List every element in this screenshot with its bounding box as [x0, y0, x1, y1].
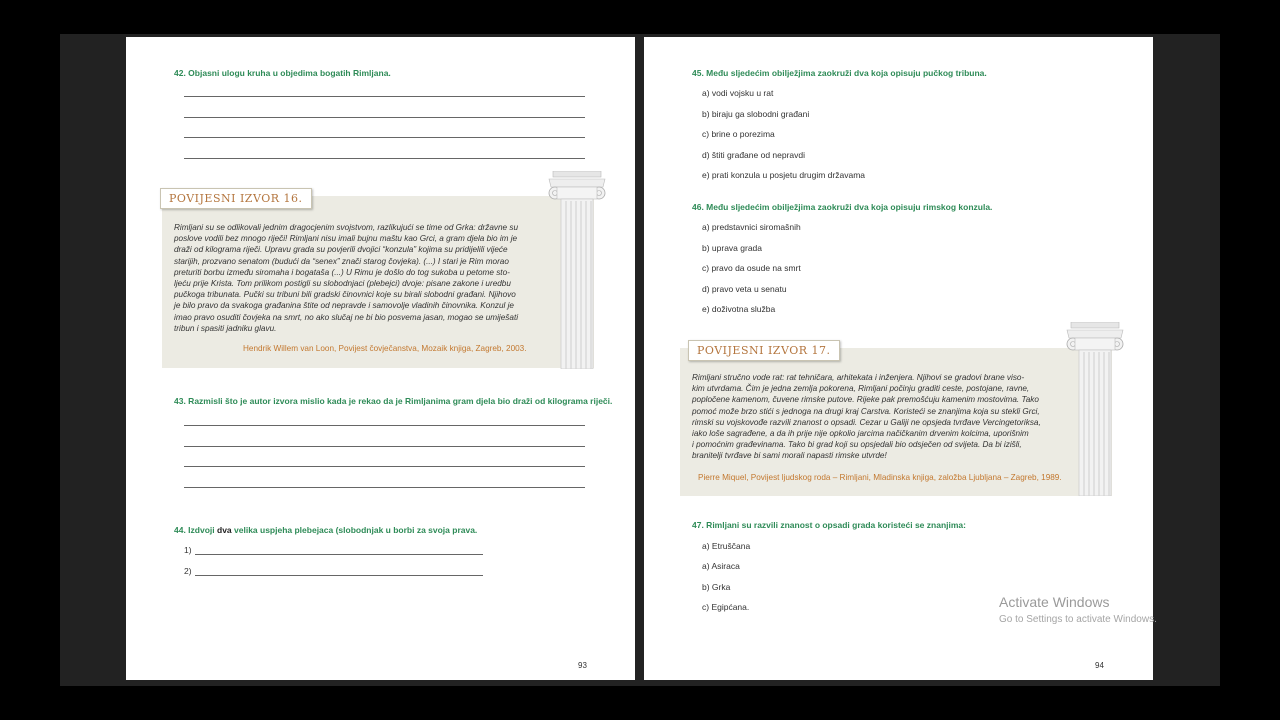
question-46: 46. Među sljedećim obilježjima zaokruži dva koja opisuju rimskog konzula.: [692, 202, 993, 212]
question-45: 45. Među sljedećim obilježjima zaokruži dva koja opisuju pučkog tribuna.: [692, 68, 987, 78]
option-46a: a) predstavnici siromašnih: [702, 222, 801, 232]
source-line: tribun i spasiti jadniku glavu.: [174, 323, 277, 333]
source-16-text: [174, 222, 536, 334]
question-42: 42. Objasni ulogu kruha u objedima bogatih Rimljana.: [174, 68, 391, 78]
source-line: rimski su vojskovođe razvili znanost o opsadi. Cezar u Galiji ne opsjeda tvrđave Vercingetoriksa,: [692, 417, 1041, 427]
option-45a: a) vodi vojsku u rat: [702, 88, 774, 98]
source-line: branitelji tvrđave bi sami morali napasti rimske utvrde!: [692, 451, 887, 461]
option-47c: c) Egipćana.: [702, 602, 750, 612]
option-47a-etrusci: a) Etruščana: [702, 541, 751, 551]
source-line: preturiti borbu između siromaha i bogataša (...) U Rimu je došlo do tog sukoba u petome sto-: [174, 267, 510, 277]
source-line: Rimljani stručno vode rat: rat tehničara, arhitekata i inženjera. Njihovi se gradovi brane viso-: [692, 373, 1025, 382]
source-17-tag: POVIJESNI IZVOR 17.: [688, 340, 840, 361]
answer-line: [184, 446, 585, 447]
answer-line: [184, 158, 585, 159]
source-line: poslove vodili bez mnogo riječi! Rimljani nisu imali bujnu maštu kao Grci, a gram djela bio im je: [174, 234, 518, 244]
answer-line: [184, 466, 585, 467]
option-47a-asirci: a) Asiraca: [702, 561, 740, 571]
source-line: popločene kamenom, čuvene rimske putove. Rijeke pak premošćuju kamenim mostovima. Tako: [692, 395, 1039, 405]
source-line: starijih, prozvano senatom (budući da “senex” znači starog čovjeka). (...) I stari je Rim morao: [174, 256, 509, 266]
source-16-tag: POVIJESNI IZVOR 16.: [160, 188, 312, 209]
answer-line: [184, 117, 585, 118]
activate-windows-title: Activate Windows: [999, 594, 1110, 610]
option-47b: b) Grka: [702, 582, 731, 592]
page-number: 93: [578, 661, 587, 670]
activate-windows-subtitle: Go to Settings to activate Windows.: [999, 614, 1157, 625]
source-line: kim utvrdama. Čim je jedna zemlja pokorena, Rimljani počinju graditi ceste, postojane, ravne,: [692, 384, 1030, 394]
ionic-column-illustration: [547, 171, 607, 369]
answer-line: [184, 425, 585, 426]
source-17-text: [692, 372, 1054, 462]
page-93: [126, 37, 635, 680]
source-line: Rimljani su se odlikovali jednim dragocjenim svojstvom, razlikujući se time od Grka: državne su: [174, 223, 519, 232]
source-line: je bilo pravo da svakoga građanina štite od nepravde i samovolje vladinih činovnika. Konzul je: [174, 301, 514, 311]
source-line: draži od kilograma riječi. Upravu grada su povjerili dvojici “konzula” kojima su pridijelili vijeće: [174, 245, 508, 255]
option-46b: b) uprava grada: [702, 243, 763, 253]
question-47: 47. Rimljani su razvili znanost o opsadi grada koristeći se znanjima:: [692, 520, 966, 530]
page-94: [644, 37, 1153, 680]
answer-line: [184, 137, 585, 138]
source-line: imao pravo osuditi čovjeka na smrt, no ako slučaj ne bi bio posvema jasan, mogao se umiješati: [174, 312, 519, 322]
option-45d: d) štiti građane od nepravdi: [702, 150, 806, 160]
question-43: 43. Razmisli što je autor izvora mislio kada je rekao da je Rimljanima gram djela bio draži od kilograma riječi.: [174, 396, 613, 406]
option-45b: b) biraju ga slobodni građani: [702, 109, 810, 119]
source-line: iako loše sagrađene, a da ih prije nije opkolio jarcima načičkanim drvenim kolcima, uporišnim: [692, 429, 1029, 439]
option-46e: e) doživotna služba: [702, 304, 776, 314]
source-line: i pomoćnim građevinama. Tako bi grad koji su opsjedali bio odsječen od svijeta. Da bi izišli,: [692, 440, 1022, 450]
source-17-citation: Pierre Miquel, Povijest ljudskog roda – Rimljani, Mladinska knjiga, založba Ljubljana – Zagreb, 1989.: [698, 473, 1062, 482]
source-line: pučkoga tribunata. Pučki su tribuni bili gradski činovnici koje su birali slobodni građani. Njihovo: [174, 290, 516, 300]
source-16-box: [162, 192, 594, 368]
source-16-citation: Hendrik Willem van Loon, Povijest čovječanstva, Mozaik knjiga, Zagreb, 2003.: [243, 344, 527, 353]
source-17-box: [680, 344, 1112, 496]
blank-1: 1): [184, 545, 483, 555]
question-44: 44. Izdvoji dva velika uspjeha plebejaca (slobodnjak u borbi za svoja prava.: [174, 525, 478, 535]
source-line: pomoć može brzo stići s jednoga na drugi kraj Carstva. Koristeći se znanjima koja su stekli Grci,: [692, 406, 1040, 416]
blank-2: 2): [184, 566, 483, 576]
option-45c: c) brine o porezima: [702, 129, 775, 139]
answer-line: [184, 96, 585, 97]
answer-line: [184, 487, 585, 488]
option-45e: e) prati konzula u posjetu drugim državama: [702, 170, 865, 180]
page-number: 94: [1095, 661, 1104, 670]
source-line: ljeću prije Krista. Tom prilikom postigli su slobodnjaci (plebejci) dvoje: pisane zakone i uredbu: [174, 279, 511, 289]
option-46d: d) pravo veta u senatu: [702, 284, 787, 294]
ionic-column-illustration: [1065, 322, 1125, 496]
option-46c: c) pravo da osude na smrt: [702, 263, 801, 273]
